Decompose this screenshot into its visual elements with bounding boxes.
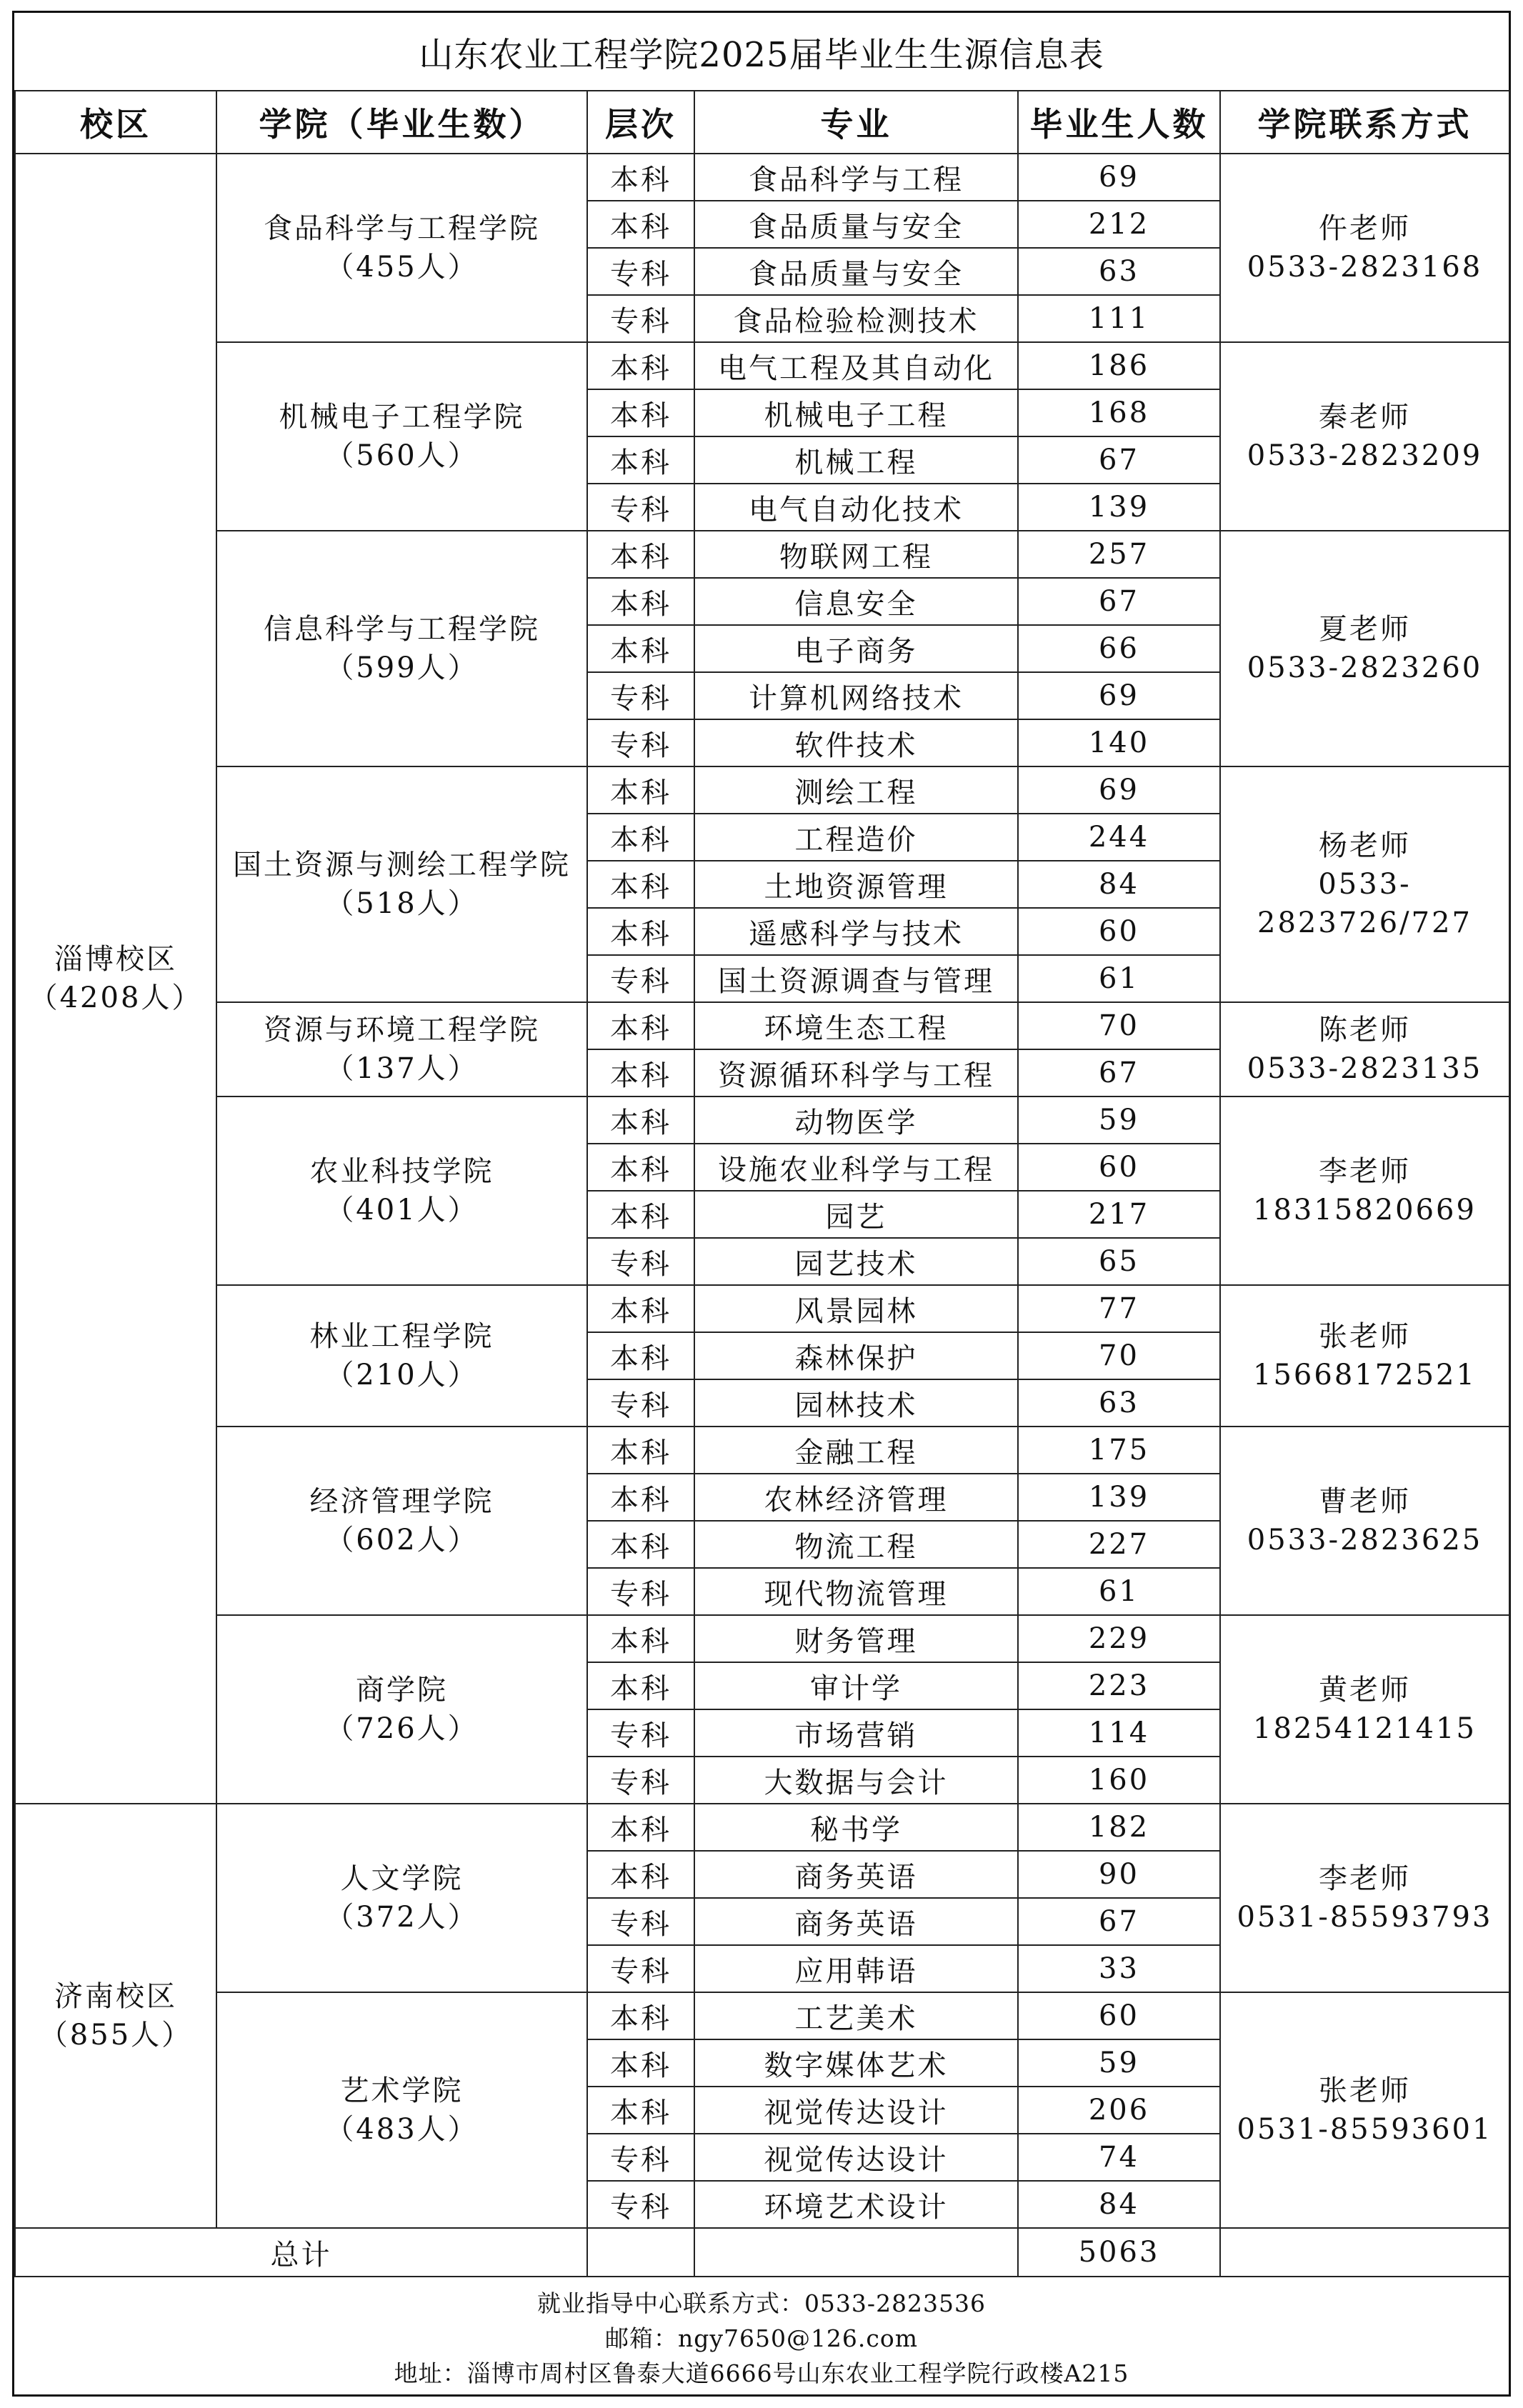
count-cell: 139	[1018, 484, 1220, 531]
graduate-table	[14, 90, 1510, 2277]
level-cell: 本科	[587, 342, 694, 389]
level-cell: 本科	[587, 1191, 694, 1238]
header-college: 学院（毕业生数）	[216, 91, 587, 154]
major-cell: 农林经济管理	[694, 1474, 1018, 1521]
footer-contact: 就业指导中心联系方式：0533-2823536	[536, 2289, 987, 2317]
college-cell	[216, 1427, 587, 1615]
major-cell: 森林保护	[694, 1332, 1018, 1379]
major-cell: 审计学	[694, 1662, 1018, 1709]
level-cell: 本科	[587, 1615, 694, 1662]
major-cell: 机械电子工程	[694, 389, 1018, 436]
college-cell	[216, 766, 587, 1002]
count-cell: 65	[1018, 1238, 1220, 1285]
level-cell: 本科	[587, 436, 694, 484]
count-cell: 217	[1018, 1191, 1220, 1238]
footer-email: 邮箱：ngy7650@126.com	[604, 2324, 919, 2352]
count-cell: 77	[1018, 1285, 1220, 1332]
college-cell	[216, 1615, 587, 1804]
total-label: 总计	[15, 2228, 587, 2277]
level-cell: 本科	[587, 1002, 694, 1049]
table-row	[15, 1427, 1509, 1474]
level-cell: 本科	[587, 2087, 694, 2134]
header-row	[15, 91, 1509, 154]
contact-cell-line2: 0533-2823135	[1247, 1052, 1483, 1085]
count-cell: 212	[1018, 201, 1220, 248]
college-cell-line2: （455人）	[325, 251, 479, 284]
major-cell: 园艺技术	[694, 1238, 1018, 1285]
contact-cell-line1: 李老师	[1319, 1155, 1411, 1188]
count-cell: 244	[1018, 814, 1220, 861]
level-cell: 本科	[587, 1521, 694, 1568]
level-cell: 本科	[587, 861, 694, 908]
table-row	[15, 1615, 1509, 1662]
college-cell	[216, 531, 587, 766]
contact-cell	[1220, 766, 1509, 1002]
major-cell: 动物医学	[694, 1096, 1018, 1144]
count-cell: 175	[1018, 1427, 1220, 1474]
level-cell: 专科	[587, 248, 694, 295]
college-cell	[216, 342, 587, 531]
table-row	[15, 342, 1509, 389]
college-cell-line2: （726人）	[325, 1712, 479, 1745]
count-cell: 60	[1018, 1144, 1220, 1191]
college-cell	[216, 1804, 587, 1992]
college-cell-line1: 食品科学与工程学院	[264, 212, 540, 245]
college-cell-line2: （518人）	[325, 887, 479, 920]
level-cell: 本科	[587, 1851, 694, 1898]
level-cell: 专科	[587, 1757, 694, 1804]
college-cell	[216, 1285, 587, 1427]
count-cell: 59	[1018, 1096, 1220, 1144]
major-cell: 计算机网络技术	[694, 672, 1018, 719]
count-cell: 139	[1018, 1474, 1220, 1521]
college-cell-line2: （210人）	[325, 1359, 479, 1392]
count-cell: 61	[1018, 1568, 1220, 1615]
contact-cell-line1: 杨老师	[1319, 829, 1411, 862]
count-cell: 33	[1018, 1945, 1220, 1992]
table-row	[15, 766, 1509, 814]
college-cell	[216, 1096, 587, 1285]
major-cell: 信息安全	[694, 578, 1018, 625]
major-cell: 软件技术	[694, 719, 1018, 766]
college-cell-line1: 人文学院	[340, 1862, 464, 1895]
count-cell: 111	[1018, 295, 1220, 342]
contact-cell-line1: 陈老师	[1319, 1014, 1411, 1046]
contact-cell	[1220, 531, 1509, 766]
contact-cell	[1220, 1615, 1509, 1804]
level-cell: 专科	[587, 1945, 694, 1992]
major-cell: 大数据与会计	[694, 1757, 1018, 1804]
level-cell: 本科	[587, 1992, 694, 2039]
count-cell: 66	[1018, 625, 1220, 672]
count-cell: 229	[1018, 1615, 1220, 1662]
college-cell-line1: 经济管理学院	[309, 1485, 494, 1518]
contact-cell-line2: 0533-2823260	[1247, 651, 1483, 684]
level-cell: 本科	[587, 1662, 694, 1709]
college-cell	[216, 1992, 587, 2228]
total-row	[15, 2228, 1509, 2277]
contact-cell	[1220, 1002, 1509, 1096]
campus-cell-line1: 淄博校区	[54, 943, 177, 976]
contact-cell-line1: 张老师	[1319, 1320, 1411, 1353]
major-cell: 物联网工程	[694, 531, 1018, 578]
contact-cell	[1220, 1992, 1509, 2228]
count-cell: 186	[1018, 342, 1220, 389]
college-cell-line2: （599人）	[325, 651, 479, 684]
table-body	[15, 154, 1509, 2277]
count-cell: 84	[1018, 861, 1220, 908]
major-cell: 机械工程	[694, 436, 1018, 484]
level-cell: 本科	[587, 1144, 694, 1191]
footer	[14, 2282, 1509, 2394]
level-cell: 专科	[587, 295, 694, 342]
major-cell: 资源循环科学与工程	[694, 1049, 1018, 1096]
college-cell-line2: （560人）	[325, 439, 479, 472]
major-cell: 商务英语	[694, 1851, 1018, 1898]
major-cell: 应用韩语	[694, 1945, 1018, 1992]
contact-cell	[1220, 1804, 1509, 1992]
level-cell: 本科	[587, 908, 694, 955]
major-cell: 财务管理	[694, 1615, 1018, 1662]
count-cell: 182	[1018, 1804, 1220, 1851]
college-cell-line2: （401人）	[325, 1194, 479, 1227]
count-cell: 67	[1018, 436, 1220, 484]
contact-cell-line2: 18254121415	[1253, 1712, 1477, 1745]
contact-cell-line2: 18315820669	[1253, 1194, 1477, 1227]
major-cell: 土地资源管理	[694, 861, 1018, 908]
level-cell: 本科	[587, 1474, 694, 1521]
level-cell: 专科	[587, 1709, 694, 1757]
college-cell-line1: 信息科学与工程学院	[264, 613, 540, 646]
count-cell: 60	[1018, 1992, 1220, 2039]
major-cell: 金融工程	[694, 1427, 1018, 1474]
count-cell: 206	[1018, 2087, 1220, 2134]
level-cell: 专科	[587, 1568, 694, 1615]
table-row	[15, 1096, 1509, 1144]
level-cell: 本科	[587, 1804, 694, 1851]
college-cell	[216, 1002, 587, 1096]
level-cell: 专科	[587, 719, 694, 766]
count-cell: 67	[1018, 1049, 1220, 1096]
header-level: 层次	[587, 91, 694, 154]
major-cell: 商务英语	[694, 1898, 1018, 1945]
level-cell: 本科	[587, 531, 694, 578]
count-cell: 67	[1018, 1898, 1220, 1945]
count-cell: 63	[1018, 248, 1220, 295]
college-cell-line1: 机械电子工程学院	[279, 401, 525, 434]
contact-cell-line1: 张老师	[1319, 2074, 1411, 2107]
major-cell: 市场营销	[694, 1709, 1018, 1757]
table-row	[15, 1804, 1509, 1851]
count-cell: 69	[1018, 766, 1220, 814]
major-cell: 工艺美术	[694, 1992, 1018, 2039]
level-cell: 专科	[587, 1238, 694, 1285]
contact-cell-line1: 李老师	[1319, 1862, 1411, 1895]
college-cell-line1: 资源与环境工程学院	[264, 1014, 540, 1046]
college-cell-line1: 林业工程学院	[309, 1320, 494, 1353]
count-cell: 69	[1018, 672, 1220, 719]
contact-cell	[1220, 1427, 1509, 1615]
count-cell: 59	[1018, 2039, 1220, 2087]
count-cell: 257	[1018, 531, 1220, 578]
sheet-title: 山东农业工程学院2025届毕业生生源信息表	[419, 34, 1104, 75]
college-cell-line2: （137人）	[325, 1052, 479, 1085]
contact-cell-line1: 仵老师	[1319, 212, 1411, 245]
major-cell: 秘书学	[694, 1804, 1018, 1851]
header-count: 毕业生人数	[1018, 91, 1220, 154]
major-cell: 测绘工程	[694, 766, 1018, 814]
campus-cell-line2: （4208人）	[29, 981, 203, 1014]
campus-cell	[15, 154, 216, 1804]
total-major-empty	[694, 2228, 1018, 2277]
count-cell: 63	[1018, 1379, 1220, 1427]
total-value: 5063	[1018, 2228, 1220, 2277]
major-cell: 物流工程	[694, 1521, 1018, 1568]
major-cell: 食品检验检测技术	[694, 295, 1018, 342]
college-cell-line1: 艺术学院	[340, 2074, 464, 2107]
count-cell: 114	[1018, 1709, 1220, 1757]
major-cell: 设施农业科学与工程	[694, 1144, 1018, 1191]
college-cell-line2: （372人）	[325, 1901, 479, 1934]
level-cell: 本科	[587, 625, 694, 672]
college-cell-line2: （602人）	[325, 1524, 479, 1557]
level-cell: 专科	[587, 2134, 694, 2181]
contact-cell-line2: 0533-2823209	[1247, 439, 1483, 472]
count-cell: 84	[1018, 2181, 1220, 2228]
contact-cell-line2: 0533-2823625	[1247, 1524, 1483, 1557]
level-cell: 本科	[587, 201, 694, 248]
header-campus: 校区	[15, 91, 216, 154]
major-cell: 食品质量与安全	[694, 201, 1018, 248]
major-cell: 园艺	[694, 1191, 1018, 1238]
level-cell: 本科	[587, 1096, 694, 1144]
major-cell: 数字媒体艺术	[694, 2039, 1018, 2087]
contact-cell-line1: 黄老师	[1319, 1674, 1411, 1707]
count-cell: 160	[1018, 1757, 1220, 1804]
level-cell: 专科	[587, 484, 694, 531]
major-cell: 食品质量与安全	[694, 248, 1018, 295]
count-cell: 70	[1018, 1332, 1220, 1379]
footer-address: 地址：淄博市周村区鲁泰大道6666号山东农业工程学院行政楼A215	[394, 2359, 1129, 2387]
campus-cell-line1: 济南校区	[54, 1980, 177, 2013]
contact-cell	[1220, 342, 1509, 531]
major-cell: 国土资源调查与管理	[694, 955, 1018, 1002]
count-cell: 74	[1018, 2134, 1220, 2181]
total-contact-empty	[1220, 2228, 1509, 2277]
major-cell: 现代物流管理	[694, 1568, 1018, 1615]
table-row	[15, 1992, 1509, 2039]
level-cell: 本科	[587, 814, 694, 861]
count-cell: 60	[1018, 908, 1220, 955]
contact-cell-line1: 曹老师	[1319, 1485, 1411, 1518]
info-sheet	[12, 11, 1511, 2397]
college-cell-line1: 商学院	[356, 1674, 448, 1707]
count-cell: 90	[1018, 1851, 1220, 1898]
level-cell: 本科	[587, 389, 694, 436]
campus-cell	[15, 1804, 216, 2228]
table-row	[15, 1285, 1509, 1332]
count-cell: 61	[1018, 955, 1220, 1002]
campus-cell-line2: （855人）	[39, 2019, 193, 2052]
contact-cell-line2: 0533-2823168	[1247, 251, 1483, 284]
level-cell: 本科	[587, 1285, 694, 1332]
major-cell: 电气工程及其自动化	[694, 342, 1018, 389]
major-cell: 电子商务	[694, 625, 1018, 672]
major-cell: 园林技术	[694, 1379, 1018, 1427]
contact-cell-line1: 秦老师	[1319, 401, 1411, 434]
count-cell: 168	[1018, 389, 1220, 436]
level-cell: 专科	[587, 1379, 694, 1427]
major-cell: 视觉传达设计	[694, 2134, 1018, 2181]
contact-cell-line2: 0533-2823726/727	[1257, 868, 1472, 939]
level-cell: 本科	[587, 1332, 694, 1379]
major-cell: 视觉传达设计	[694, 2087, 1018, 2134]
table-row	[15, 531, 1509, 578]
level-cell: 专科	[587, 955, 694, 1002]
count-cell: 67	[1018, 578, 1220, 625]
contact-cell-line1: 夏老师	[1319, 613, 1411, 646]
header-major: 专业	[694, 91, 1018, 154]
level-cell: 本科	[587, 2039, 694, 2087]
college-cell-line1: 国土资源与测绘工程学院	[233, 849, 571, 881]
college-cell-line2: （483人）	[325, 2113, 479, 2146]
major-cell: 环境艺术设计	[694, 2181, 1018, 2228]
level-cell: 本科	[587, 154, 694, 201]
college-cell	[216, 154, 587, 342]
contact-cell	[1220, 1285, 1509, 1427]
major-cell: 遥感科学与技术	[694, 908, 1018, 955]
count-cell: 70	[1018, 1002, 1220, 1049]
level-cell: 本科	[587, 578, 694, 625]
contact-cell-line2: 0531-85593601	[1237, 2113, 1493, 2146]
contact-cell-line2: 0531-85593793	[1237, 1901, 1493, 1934]
level-cell: 专科	[587, 672, 694, 719]
count-cell: 140	[1018, 719, 1220, 766]
header-contact: 学院联系方式	[1220, 91, 1509, 154]
contact-cell	[1220, 1096, 1509, 1285]
major-cell: 工程造价	[694, 814, 1018, 861]
contact-cell	[1220, 154, 1509, 342]
table-row	[15, 154, 1509, 201]
level-cell: 本科	[587, 1427, 694, 1474]
major-cell: 电气自动化技术	[694, 484, 1018, 531]
contact-cell-line2: 15668172521	[1253, 1359, 1477, 1392]
level-cell: 专科	[587, 1898, 694, 1945]
level-cell: 专科	[587, 2181, 694, 2228]
level-cell: 本科	[587, 766, 694, 814]
level-cell: 本科	[587, 1049, 694, 1096]
count-cell: 69	[1018, 154, 1220, 201]
table-row	[15, 1002, 1509, 1049]
count-cell: 223	[1018, 1662, 1220, 1709]
major-cell: 食品科学与工程	[694, 154, 1018, 201]
count-cell: 227	[1018, 1521, 1220, 1568]
major-cell: 风景园林	[694, 1285, 1018, 1332]
total-level-empty	[587, 2228, 694, 2277]
college-cell-line1: 农业科技学院	[309, 1155, 494, 1188]
major-cell: 环境生态工程	[694, 1002, 1018, 1049]
